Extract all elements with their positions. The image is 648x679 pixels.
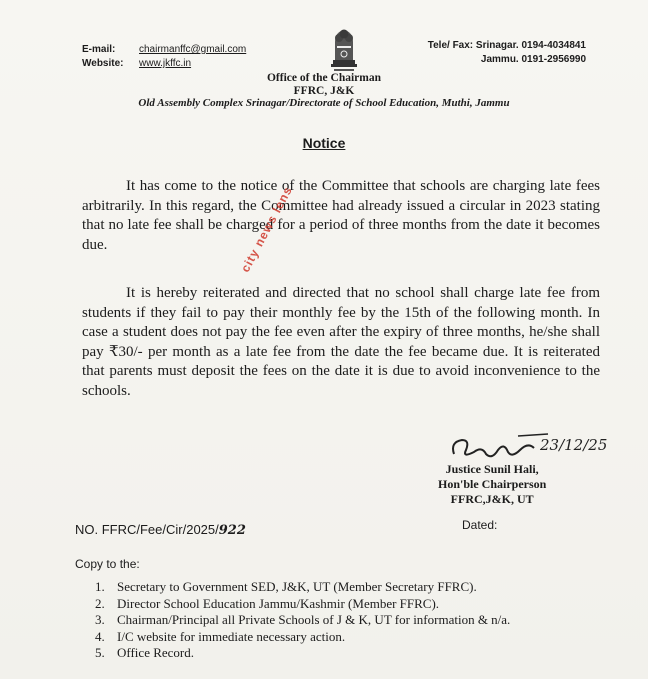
phone-jammu: Jammu. 0191-2956990 bbox=[480, 54, 586, 65]
signature-mark bbox=[448, 424, 608, 466]
copy-to-label: Copy to the: bbox=[75, 557, 140, 571]
email-link[interactable]: chairmanffc@gmail.com bbox=[139, 44, 247, 55]
office-title: Office of the Chairman bbox=[266, 72, 382, 84]
email-label: E-mail: bbox=[82, 44, 116, 55]
website-label: Website: bbox=[82, 58, 124, 69]
list-item: 1. Secretary to Government SED, J&K, UT (Member Secretary FFRC). bbox=[95, 579, 477, 594]
signatory-name: Justice Sunil Hali, bbox=[445, 462, 539, 476]
list-item: 4. I/C website for immediate necessary action. bbox=[95, 628, 346, 644]
contact-right bbox=[428, 39, 586, 67]
office-subtitle: FFRC, J&K bbox=[293, 85, 355, 97]
dated-label: Dated: bbox=[462, 518, 498, 532]
reference-handwritten: 922 bbox=[218, 523, 246, 538]
signature-date: 23/12/25 bbox=[540, 436, 608, 454]
list-item: 3. Chairman/Principal all Private Schools of J & K, UT for information & n/a. bbox=[95, 612, 511, 627]
email-row bbox=[82, 43, 246, 57]
website-link[interactable]: www.jkffc.in bbox=[139, 58, 192, 69]
office-address: Old Assembly Complex Srinagar/Directorate of School Education, Muthi, Jammu bbox=[138, 97, 510, 109]
copy-to-list bbox=[95, 579, 510, 662]
notice-paragraph-1: It has come to the notice of the Committee that schools are charging late fees arbitrarily. In this regard, the Committee had already issued a circular in 2023 stating that no late fee shall be charged for a period of three months from the date it becomes due. bbox=[82, 178, 600, 253]
contact-left bbox=[82, 43, 246, 71]
signatory-block bbox=[438, 462, 546, 507]
list-item: 2. Director School Education Jammu/Kashmir (Member FFRC). bbox=[95, 595, 440, 611]
reference-number bbox=[75, 522, 246, 538]
signatory-designation: Hon'ble Chairperson bbox=[438, 477, 547, 491]
list-item: 5. Office Record. bbox=[95, 645, 195, 660]
notice-paragraph-2: It is hereby reiterated and directed that no school shall charge late fee from students if they fail to pay their monthly fee by the 15th of the following month. In case a student does not pay the fee even after the expiry of three months, he/she shall pay ₹30/- per month as a late fee from the date the fee became due. It is reiterated that parents must deposit the fees on the date it is due to avoid inconvenience to the schools. bbox=[82, 285, 600, 399]
watermark-stamp: city news lens bbox=[238, 183, 296, 275]
signatory-org: FFRC,J&K, UT bbox=[450, 492, 534, 506]
website-row bbox=[82, 57, 246, 71]
national-emblem-icon bbox=[323, 20, 365, 72]
reference-prefix: NO. FFRC/Fee/Cir/2025/ bbox=[75, 522, 219, 537]
notice-title: Notice bbox=[302, 135, 346, 151]
phone-srinagar: Tele/ Fax: Srinagar. 0194-4034841 bbox=[427, 40, 586, 51]
